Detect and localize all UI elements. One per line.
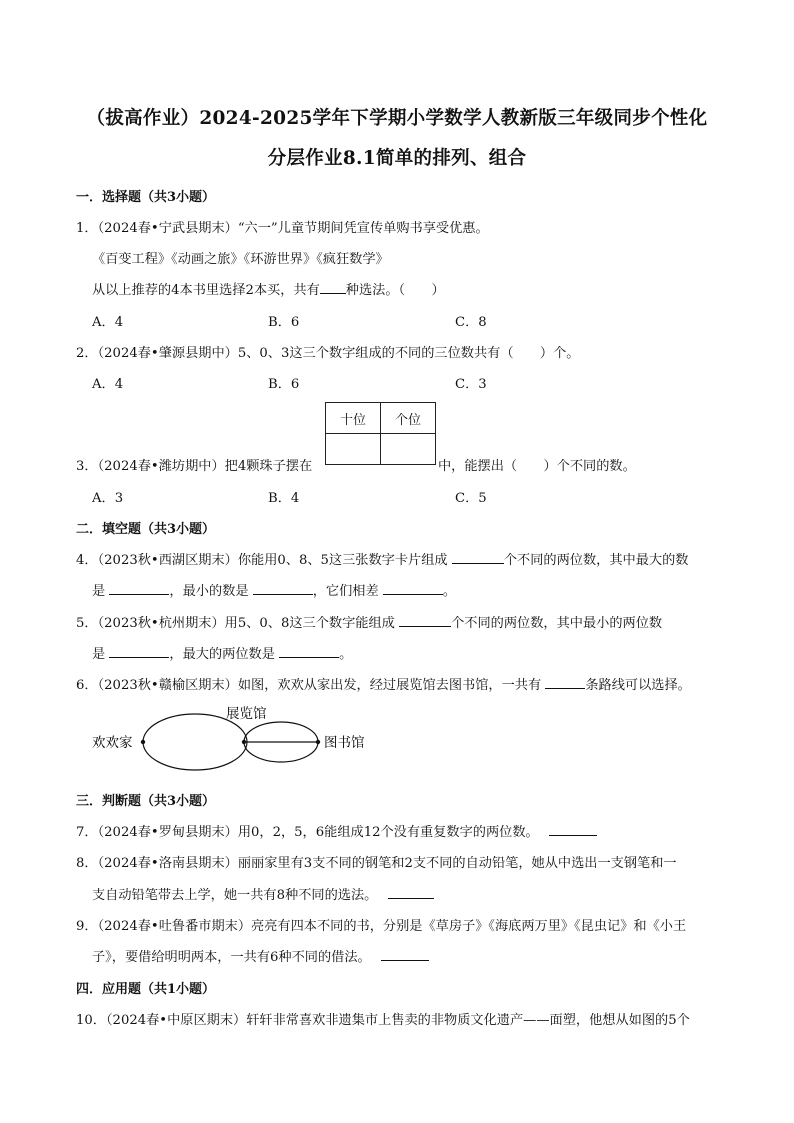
question-5-text-e: 。 xyxy=(339,647,353,662)
home-point xyxy=(141,740,145,744)
question-5-line1 xyxy=(76,612,662,631)
question-5-text-b: 个不同的两位数，其中最小的两位数 xyxy=(451,616,663,631)
question-2-option-c[interactable]: C．3 xyxy=(455,377,487,392)
question-4-text-e: ，它们相差 xyxy=(312,584,379,599)
question-9-text: 子》，要借给明明两本，一共有6种不同的借法。 xyxy=(92,950,371,965)
ones-header: 个位 xyxy=(381,403,436,434)
section-heading-choice: 一．选择题（共3小题） xyxy=(76,190,216,205)
museum-label: 展览馆 xyxy=(226,706,267,722)
answer-blank[interactable] xyxy=(279,645,339,658)
home-label: 欢欢家 xyxy=(92,735,133,751)
question-6-text-a: 6．（2023秋•赣榆区期末）如图，欢欢从家出发，经过展览馆去图书馆，一共有 xyxy=(76,678,542,693)
question-1-ask xyxy=(92,279,445,298)
question-3-option-b[interactable]: B．4 xyxy=(268,491,300,506)
question-3-option-a[interactable]: A．3 xyxy=(92,491,124,506)
question-9-line2 xyxy=(92,946,429,965)
tens-cell xyxy=(326,434,381,465)
question-6-text-b: 条路线可以选择。 xyxy=(585,678,691,693)
question-2-option-b[interactable]: B．6 xyxy=(268,377,300,392)
answer-blank[interactable] xyxy=(383,582,443,595)
answer-blank[interactable] xyxy=(549,823,597,836)
question-3-stem-right: 中，能摆出（ ）个不同的数。 xyxy=(438,459,636,474)
question-8-text: 支自动铅笔带去上学，她一共有8种不同的选法。 xyxy=(92,888,378,903)
section-heading-judge: 三．判断题（共3小题） xyxy=(76,794,216,809)
route-diagram xyxy=(88,700,388,780)
section-heading-application: 四．应用题（共1小题） xyxy=(76,982,216,997)
route-loop-left xyxy=(143,714,247,770)
question-5-text-a: 5．（2023秋•杭州期末）用5、0、8这三个数字能组成 xyxy=(76,616,395,631)
page-title-line1: （拔高作业）2024-2025学年下学期小学数学人教新版三年级同步个性化 xyxy=(86,108,708,129)
answer-blank[interactable] xyxy=(253,582,313,595)
answer-blank[interactable] xyxy=(388,886,434,899)
answer-blank[interactable] xyxy=(399,614,451,627)
library-point xyxy=(316,740,320,744)
answer-blank[interactable] xyxy=(109,645,169,658)
question-4-text-a: 4．（2023秋•西湖区期末）你能用0、8、5这三张数字卡片组成 xyxy=(76,553,448,568)
question-7-line1 xyxy=(76,821,597,840)
question-4-line2 xyxy=(92,580,456,599)
page-title-line2: 分层作业8.1简单的排列、组合 xyxy=(267,148,527,169)
question-4-text-b: 个不同的两位数，其中最大的数 xyxy=(503,553,689,568)
question-4-line1 xyxy=(76,549,688,568)
place-value-table xyxy=(325,402,436,465)
question-4-text-d: ，最小的数是 xyxy=(169,584,249,599)
question-1-ask-part1: 从以上推荐的4本书里选择2本买，共有 xyxy=(92,283,320,298)
question-1-option-a[interactable]: A．4 xyxy=(92,315,124,330)
answer-blank[interactable] xyxy=(381,948,429,961)
question-1-ask-part2: 种选法。（ ） xyxy=(345,283,445,298)
question-4-text-c: 是 xyxy=(92,584,106,599)
question-5-text-d: ，最大的两位数是 xyxy=(169,647,275,662)
question-1-option-c[interactable]: C．8 xyxy=(455,315,487,330)
question-8-line1: 8．（2024春•洛南县期末）丽丽家里有3支不同的钢笔和2支不同的自动铅笔，她从中选出一支钢笔和一 xyxy=(76,856,677,871)
question-2-stem: 2．（2024春•肇源县期中）5、0、3这三个数字组成的不同的三位数共有（ ）个。 xyxy=(76,346,580,361)
ones-cell xyxy=(381,434,436,465)
answer-blank[interactable] xyxy=(452,551,504,564)
answer-blank[interactable] xyxy=(545,676,585,689)
question-6-line1 xyxy=(76,674,691,693)
question-2-option-a[interactable]: A．4 xyxy=(92,377,124,392)
question-1-option-b[interactable]: B．6 xyxy=(268,315,300,330)
question-1-books: 《百变工程》《动画之旅》《环游世界》《疯狂数学》 xyxy=(92,252,389,267)
question-1-stem: 1．（2024春•宁武县期末）“六一”儿童节期间凭宣传单购书享受优惠。 xyxy=(76,221,489,236)
question-4-text-f: 。 xyxy=(442,584,457,599)
answer-blank[interactable] xyxy=(109,582,169,595)
answer-blank[interactable] xyxy=(320,281,346,294)
question-3-stem-left: 3．（2024春•潍坊期中）把4颗珠子摆在 xyxy=(76,459,313,474)
library-label: 图书馆 xyxy=(324,735,365,751)
question-5-line2 xyxy=(92,643,352,662)
question-5-text-c: 是 xyxy=(92,647,106,662)
question-8-line2 xyxy=(92,884,434,903)
section-heading-fill: 二．填空题（共3小题） xyxy=(76,522,216,537)
question-3-option-c[interactable]: C．5 xyxy=(455,491,487,506)
tens-header: 十位 xyxy=(326,403,381,434)
museum-point xyxy=(242,740,246,744)
question-10-line1: 10．（2024春•中原区期末）轩轩非常喜欢非遗集市上售卖的非物质文化遗产——面塑，他想从如图的5个 xyxy=(76,1013,690,1028)
question-9-line1: 9．（2024春•吐鲁番市期末）亮亮有四本不同的书，分别是《草房子》《海底两万里》《昆虫记》和《小王 xyxy=(76,919,687,934)
question-7-text: 7．（2024春•罗甸县期末）用0，2，5，6能组成12个没有重复数字的两位数。 xyxy=(76,825,539,840)
